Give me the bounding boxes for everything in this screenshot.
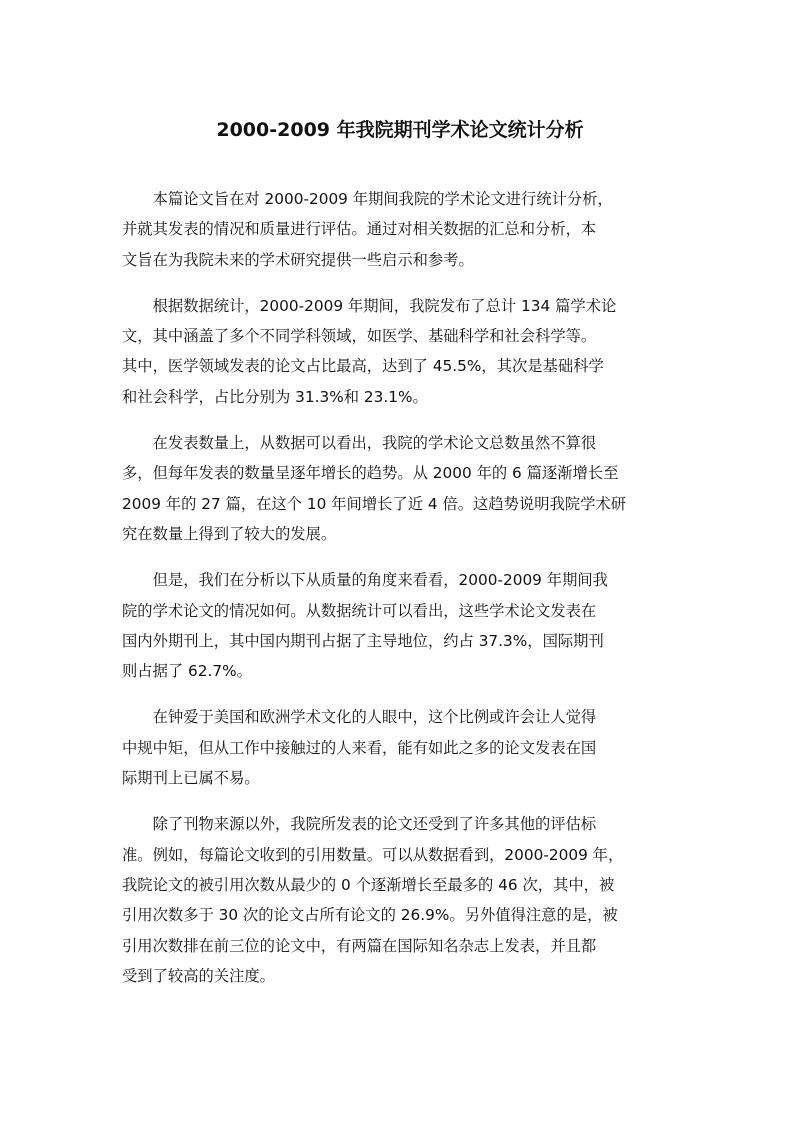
paragraph-2-line-1: 根据数据统计，2000-2009 年期间，我院发布了总计 134 篇学术论 [152, 296, 617, 315]
paragraph-2 [122, 291, 678, 412]
document-body [122, 184, 678, 1007]
paragraph-2-line-2: 文，其中涵盖了多个不同学科领域，如医学、基础科学和社会科学等。 [122, 327, 597, 346]
paragraph-3-line-3: 2009 年的 27 篇，在这个 10 年间增长了近 4 倍。这趋势说明我院学术研 [122, 494, 627, 513]
paragraph-2-line-4: 和社会科学，占比分别为 31.3%和 23.1%。 [122, 387, 428, 406]
paragraph-4 [122, 565, 678, 686]
paragraph-1 [122, 184, 678, 275]
document-title: 2000-2009 年我院期刊学术论文统计分析 [216, 119, 584, 141]
paragraph-6-line-4: 引用次数多于 30 次的论文占所有论文的 26.9%。另外值得注意的是，被 [122, 906, 618, 925]
paragraph-2-line-3: 其中，医学领域发表的论文占比最高，达到了 45.5%，其次是基础科学 [122, 357, 604, 376]
paragraph-6-line-5: 引用次数排在前三位的论文中，有两篇在国际知名杂志上发表，并且都 [122, 936, 597, 955]
paragraph-4-line-1: 但是，我们在分析以下从质量的角度来看看，2000-2009 年期间我 [152, 571, 608, 590]
paragraph-6-line-2: 准。例如，每篇论文收到的引用数量。可以从数据看到，2000-2009 年， [122, 845, 624, 864]
paragraph-1-line-2: 并就其发表的情况和质量进行评估。通过对相关数据的汇总和分析，本 [122, 220, 597, 239]
paragraph-5 [122, 702, 678, 793]
paragraph-6-line-1: 除了刊物来源以外，我院所发表的论文还受到了许多其他的评估标 [152, 815, 597, 834]
paragraph-4-line-4: 则占据了 62.7%。 [122, 662, 252, 681]
paragraph-3-line-1: 在发表数量上，从数据可以看出，我院的学术论文总数虽然不算很 [152, 434, 597, 453]
paragraph-1-line-3: 文旨在为我院未来的学术研究提供一些启示和参考。 [122, 250, 474, 269]
paragraph-6-line-3: 我院论文的被引用次数从最少的 0 个逐渐增长至最多的 46 次，其中，被 [122, 875, 615, 894]
paragraph-6-line-6: 受到了较高的关注度。 [122, 966, 275, 985]
paragraph-4-line-2: 院的学术论文的情况如何。从数据统计可以看出，这些学术论文发表在 [122, 601, 597, 620]
paragraph-4-line-3: 国内外期刊上，其中国内期刊占据了主导地位，约占 37.3%，国际期刊 [122, 631, 604, 650]
paragraph-1-line-1: 本篇论文旨在对 2000-2009 年期间我院的学术论文进行统计分析， [152, 190, 613, 208]
paragraph-6 [122, 809, 678, 991]
paragraph-5-line-2: 中规中矩，但从工作中接触过的人来看，能有如此之多的论文发表在国 [122, 738, 597, 757]
paragraph-3-line-2: 多，但每年发表的数量呈逐年增长的趋势。从 2000 年的 6 篇逐渐增长至 [122, 464, 619, 483]
paragraph-3-line-4: 究在数量上得到了较大的发展。 [122, 524, 337, 543]
paragraph-5-line-3: 际期刊上已属不易。 [122, 769, 260, 788]
paragraph-3 [122, 428, 678, 549]
paragraph-5-line-1: 在钟爱于美国和欧洲学术文化的人眼中，这个比例或许会让人觉得 [152, 708, 597, 727]
